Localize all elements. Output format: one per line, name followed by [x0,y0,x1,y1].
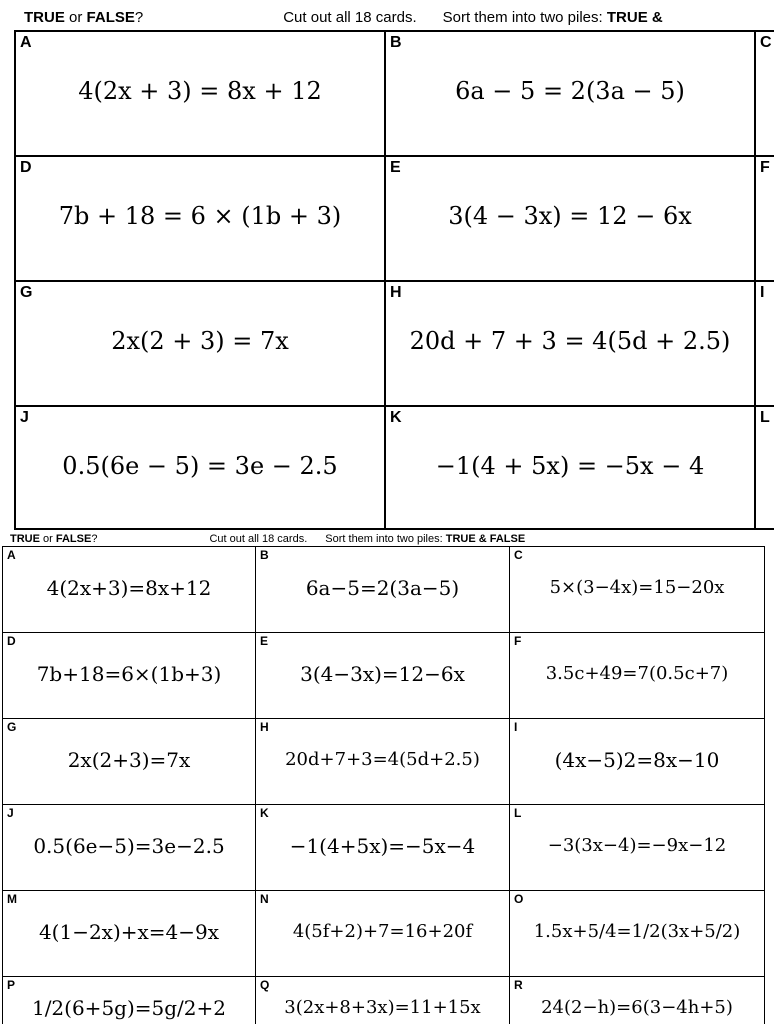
card-letter: R [514,978,523,992]
card-letter: O [514,892,524,906]
card-equation: 4(5f+2)+7=16+20f [292,921,473,942]
card-letter: J [20,409,29,426]
card-grid-top [14,30,774,530]
question-mark: ? [134,9,144,26]
card-equation: 3(2x+8+3x)=11+15x [284,997,481,1018]
card-equation: (4x−5)2=8x−10 [554,748,720,772]
card [384,280,754,405]
card [14,155,384,280]
card-letter: M [7,892,17,906]
card-equation: 3(4 − 3x) = 12 − 6x [448,202,692,230]
card [384,405,754,530]
card-letter: C [760,34,772,51]
sort-instruction: Sort them into two piles: [325,533,446,545]
card-equation: 7b+18=6×(1b+3) [36,662,222,686]
card-equation: 2x(2+3)=7x [67,748,191,772]
card-equation: −3(3x−4)=−9x−12 [547,835,727,856]
or-label: or [64,9,87,26]
card [255,804,509,890]
card-equation: 24(2−h)=6(3−4h+5) [541,997,733,1018]
or-label: or [39,533,56,545]
card [509,890,765,976]
false-label: FALSE [55,533,92,545]
card-equation: 20d + 7 + 3 = 4(5d + 2.5) [409,327,731,355]
sort-instruction: Sort them into two piles: [442,9,607,26]
card [255,718,509,804]
card-letter: B [390,34,402,51]
card [255,632,509,718]
card [14,405,384,530]
card-equation: −1(4 + 5x) = −5x − 4 [435,452,705,480]
card-letter: L [760,409,770,426]
card [509,546,765,632]
piles-label: TRUE & [606,9,663,26]
card [255,976,509,1024]
card-letter: B [260,548,269,562]
card-equation: 20d+7+3=4(5d+2.5) [285,749,480,770]
card-letter: G [20,284,33,301]
card [754,405,774,530]
card-letter: G [7,720,17,734]
card-letter: F [760,159,770,176]
card-letter: K [390,409,402,426]
card [255,890,509,976]
card [384,155,754,280]
card-equation: 6a−5=2(3a−5) [305,576,460,600]
card [14,30,384,155]
card-letter: Q [260,978,270,992]
card-letter: F [514,634,522,648]
card [2,890,255,976]
card-equation: 1.5x+5/4=1/2(3x+5/2) [533,921,741,942]
card-equation: 4(2x+3)=8x+12 [46,576,212,600]
cut-instruction: Cut out all 18 cards. [283,9,417,26]
piles-label: TRUE & FALSE [445,533,526,545]
card-letter: D [7,634,16,648]
card-equation: 2x(2 + 3) = 7x [111,327,289,355]
card-equation: 7b + 18 = 6 × (1b + 3) [58,202,342,230]
card [754,155,774,280]
card-equation: 4(2x + 3) = 8x + 12 [78,77,322,105]
card [255,546,509,632]
true-label: TRUE [10,533,40,545]
card-equation: 4(1−2x)+x=4−9x [38,920,220,944]
card-equation: 1/2(6+5g)=5g/2+2 [31,996,227,1020]
card-letter: E [260,634,269,648]
card-letter: H [390,284,402,301]
card [2,804,255,890]
card [2,718,255,804]
card-letter: L [514,806,522,820]
card-equation: 5×(3−4x)=15−20x [549,577,725,598]
card-letter: N [260,892,269,906]
card [14,280,384,405]
card [509,976,765,1024]
card [509,718,765,804]
card-equation: 3(4−3x)=12−6x [300,662,465,686]
card [754,280,774,405]
card-letter: D [20,159,32,176]
question-mark: ? [91,533,98,545]
card-equation: 0.5(6e−5)=3e−2.5 [33,834,225,858]
card-letter: A [20,34,32,51]
card [2,546,255,632]
true-label: TRUE [24,9,65,26]
card-equation: 0.5(6e − 5) = 3e − 2.5 [62,452,338,480]
card-letter: K [260,806,269,820]
card-letter: C [514,548,523,562]
card-letter: A [7,548,16,562]
card [509,804,765,890]
card-letter: E [390,159,401,176]
card-letter: P [7,978,16,992]
card [2,632,255,718]
card-grid-bottom [2,546,765,1024]
card-equation: 6a − 5 = 2(3a − 5) [455,77,685,105]
card [2,976,255,1024]
worksheet-header-bottom [10,532,768,547]
card [754,30,774,155]
worksheet-header-top [24,8,768,28]
card-equation: 3.5c+49=7(0.5c+7) [545,663,729,684]
card-letter: H [260,720,269,734]
card-letter: J [7,806,14,820]
card [509,632,765,718]
card-equation: −1(4+5x)=−5x−4 [289,834,476,858]
false-label: FALSE [86,9,135,26]
card [384,30,754,155]
cut-instruction: Cut out all 18 cards. [209,533,308,545]
card-letter: I [760,284,765,301]
card-letter: I [514,720,518,734]
